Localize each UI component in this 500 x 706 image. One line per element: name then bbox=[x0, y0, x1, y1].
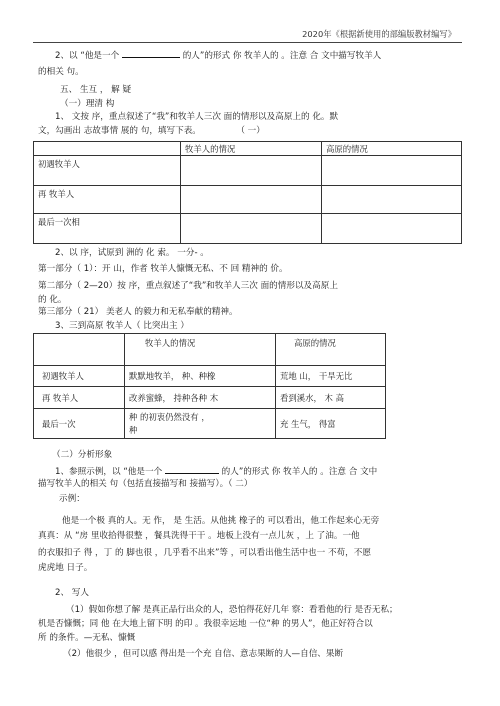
paragraph-3-line-4: 的 化。 bbox=[38, 295, 67, 305]
p4-text-a: 1、参照示例，以 “他是一个 bbox=[55, 467, 163, 477]
section-5-title: 五、 生互 ， 解 疑 bbox=[60, 85, 132, 95]
table-1-cell bbox=[322, 156, 462, 186]
table-2-cell: 初遇牧羊人 bbox=[34, 366, 125, 387]
table-1-cell bbox=[322, 214, 462, 244]
paragraph-5-line-4: （2）他很少 ，但可以感 得出是一个充 自信、意志果断的人—自信、果断 bbox=[63, 649, 344, 659]
p1-text-a: 2、以 “他是一个 bbox=[55, 51, 120, 61]
paragraph-3-line-6: 3、三到高原 牧羊人（ 比突出主 ） bbox=[55, 321, 189, 331]
table-row bbox=[34, 409, 386, 439]
table-1-header-cell: 牧羊人的情况 bbox=[181, 142, 322, 156]
table-2-cell: 默默地牧羊， 种、种橡 bbox=[125, 366, 276, 387]
paragraph-5-line-1: （1）假如你想了解 是真正品行出众的人，恐怕得花好几年 察：看看他的行 是否无私； bbox=[66, 605, 398, 615]
table-1-header-row bbox=[34, 142, 462, 156]
paragraph-2-line-2 bbox=[38, 125, 265, 137]
subsection-2-title: （二）分析形象 bbox=[52, 450, 113, 460]
subsection-1-title: （一）理清 构 bbox=[60, 99, 115, 109]
p2-text-b: 文，勾画出 志故事情 展的 句，填写下表。 bbox=[38, 126, 201, 136]
table-2-header-cell: 高原的情况 bbox=[276, 334, 386, 366]
paragraph-4-line-7: 虎虎地 日子。 bbox=[38, 563, 93, 573]
table-1-cell bbox=[181, 214, 322, 244]
paragraph-4-line-4: 他是一个极 真的人。无 作， 是 生活。从他挑 橡子的 可以看出，他工作起来心无旁 bbox=[62, 516, 380, 526]
table-2-cell: 荒地 山， 干旱无比 bbox=[276, 366, 386, 387]
table-1-cell: 再 牧羊人 bbox=[34, 186, 181, 214]
table-2-header-cell bbox=[34, 334, 125, 366]
paragraph-5-title: 2、 写人 bbox=[55, 588, 89, 598]
fill-blank-2 bbox=[165, 464, 219, 474]
table-row bbox=[34, 366, 386, 387]
table-row bbox=[34, 156, 462, 186]
table-row bbox=[34, 387, 386, 409]
table-1-cell bbox=[181, 186, 322, 214]
paragraph-5-line-2: 机是否慷慨；同 他 在大地上留下明 的印 。我很幸运地 一位“种 的男人”，他正好符合以 bbox=[38, 619, 373, 629]
paragraph-2-line-1: 1、 文按 序，重点叙述了“我”和牧羊人三次 面的情形以及高原上的 化。默 bbox=[55, 112, 339, 122]
paragraph-3-line-5: 第三部分（ 21） 美老人 的毅力和无私奉献的精神。 bbox=[38, 307, 238, 317]
table-1-header-cell: 高原的情况 bbox=[322, 142, 462, 156]
table-2-cell: 最后一次 bbox=[34, 409, 125, 439]
p2-text-c: （ 一） bbox=[236, 126, 265, 136]
paragraph-5-line-3: 所 的条件。—无私、慷慨 bbox=[38, 633, 136, 643]
table-2-cell: 看到溪水， 木 高 bbox=[276, 387, 386, 409]
table-1-cell bbox=[181, 156, 322, 186]
table-1-cell bbox=[322, 186, 462, 214]
paragraph-3-line-2: 第一部分（ 1）：开 山，作者 牧羊人慷慨无私、不 回 精神的 价。 bbox=[38, 264, 288, 274]
paragraph-4-line-6: 的衣服扣子 得 ，丁 的 脚也很 ，几乎看不出来”等 ，可以看出他生活中也一 不苟，不愿 bbox=[38, 548, 371, 558]
fill-blank-1 bbox=[122, 48, 180, 58]
paragraph-1-line-2: 的相关 句。 bbox=[38, 67, 84, 77]
paragraph-1-line-1 bbox=[55, 48, 381, 62]
header-rule bbox=[33, 42, 462, 43]
paragraph-4-line-1 bbox=[55, 464, 377, 478]
table-1-cell: 最后一次相 bbox=[34, 214, 181, 244]
table-2 bbox=[33, 333, 386, 439]
table-2-header-row bbox=[34, 334, 386, 366]
paragraph-4-line-2: 描写牧羊人的相关 句（包括直接描写和 接描写）。（ 二） bbox=[38, 479, 253, 489]
table-2-cell: 再 牧羊人 bbox=[34, 387, 125, 409]
example-label: 示例： bbox=[59, 494, 85, 504]
p1-text-b: 的人”的形式 你 牧羊人的 。注意 合 文中描写牧羊人 bbox=[182, 51, 382, 61]
p4-text-b: 的人”的形式 你 牧羊人的 。注意 合 文中 bbox=[221, 467, 378, 477]
table-2-cell: 种 的初衷仍然没有 ， bbox=[129, 411, 210, 422]
table-row bbox=[34, 214, 462, 244]
table-2-cell-stack bbox=[125, 409, 276, 439]
table-2-cell: 充 生气， 得富 bbox=[276, 409, 386, 439]
table-2-cell: 改养蜜蜂， 持种各种 木 bbox=[125, 387, 276, 409]
table-1-header-cell bbox=[34, 142, 181, 156]
table-row bbox=[34, 186, 462, 214]
table-1-cell: 初遇牧羊人 bbox=[34, 156, 181, 186]
table-2-cell-extra: 种 bbox=[129, 424, 138, 435]
table-1 bbox=[33, 141, 462, 244]
paragraph-3-line-1: 2、以 序，试原到 洲的 化 索。 一分- 。 bbox=[55, 248, 209, 258]
table-2-header-cell: 牧羊人的情况 bbox=[125, 334, 276, 366]
page-header: 2020年《根据新使用的部编版教材编写》 bbox=[302, 29, 456, 39]
paragraph-3-line-3: 第二部分（ 2—20）按 序，重点叙述了“我”和牧羊人三次 面的情形以及高原上 bbox=[38, 281, 338, 291]
paragraph-4-line-5: 真真：从 “房 里收拾得很整 ，餐具洗得干干 。地板上没有一点儿灰 ，上 了油。一他 bbox=[38, 531, 360, 541]
